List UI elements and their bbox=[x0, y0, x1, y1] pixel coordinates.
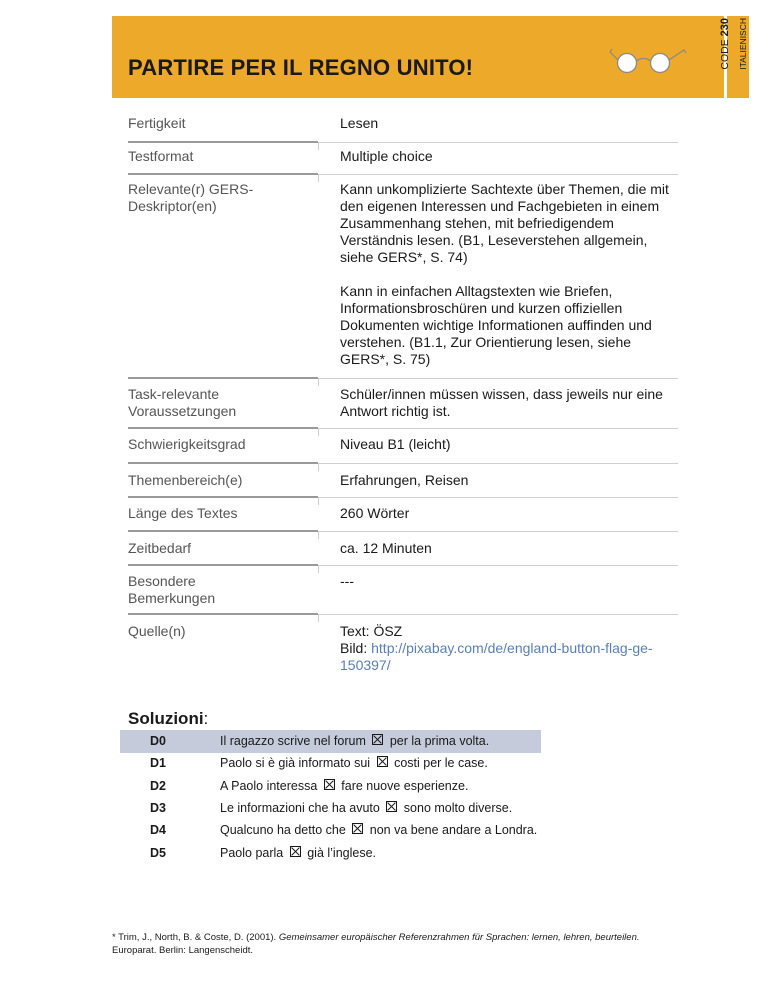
row-value: Schüler/innen müssen wissen, dass jeweils nur eine Antwort richtig ist. bbox=[340, 386, 663, 419]
row-value: Lesen bbox=[340, 115, 379, 131]
descriptor-2: Kann in einfachen Alltagstexten wie Briefen, Informationsbroschüren und kurzen offiziellen Dokumenten wichtige Informationen auffinden und verstehen. (B1.1, Zur Orientierung lesen, siehe GERS*, S. 75) bbox=[340, 283, 652, 367]
row-label: Länge des Textes bbox=[128, 505, 238, 521]
solution-text: Paolo parla già l’inglese. bbox=[220, 846, 377, 860]
row-label: Besondere Bemerkungen bbox=[128, 573, 216, 606]
source-text: Text: ÖSZ bbox=[340, 623, 403, 639]
row-value: Multiple choice bbox=[340, 148, 433, 164]
row-value: Niveau B1 (leicht) bbox=[340, 436, 451, 452]
solution-id: D3 bbox=[150, 801, 166, 815]
checked-box-icon bbox=[372, 734, 383, 745]
solution-text: Il ragazzo scrive nel forum per la prima volta. bbox=[220, 734, 490, 748]
checked-box-icon bbox=[324, 779, 335, 790]
row-value: 260 Wörter bbox=[340, 505, 410, 521]
row-label: Testformat bbox=[128, 148, 194, 164]
glasses-icon bbox=[606, 44, 690, 76]
row-value bbox=[340, 623, 680, 674]
row-separator bbox=[128, 142, 678, 143]
solution-id: D4 bbox=[150, 823, 166, 837]
code-label: CODE 230 bbox=[719, 18, 731, 70]
solution-text: Le informazioni che ha avuto sono molto diverse. bbox=[220, 801, 513, 815]
row-separator bbox=[128, 428, 678, 429]
row-label: Task-relevante Voraussetzungen bbox=[128, 386, 237, 419]
row-value bbox=[340, 181, 680, 368]
language-label: ITALIENISCH bbox=[738, 18, 748, 70]
row-value: ca. 12 Minuten bbox=[340, 540, 432, 556]
row-separator bbox=[128, 497, 678, 498]
solution-text: Qualcuno ha detto che non va bene andare a Londra. bbox=[220, 823, 538, 837]
solution-text: Paolo si è già informato sui costi per le case. bbox=[220, 756, 488, 770]
row-label: Schwierigkeitsgrad bbox=[128, 436, 246, 452]
solution-id: D1 bbox=[150, 756, 166, 770]
row-separator bbox=[128, 174, 678, 175]
row-value: --- bbox=[340, 573, 354, 589]
source-image: Bild: http://pixabay.com/de/england-button-flag-ge-150397/ bbox=[340, 640, 653, 673]
checked-box-icon bbox=[352, 823, 363, 834]
checked-box-icon bbox=[290, 846, 301, 857]
row-separator bbox=[128, 531, 678, 532]
solution-text: A Paolo interessa fare nuove esperienze. bbox=[220, 779, 469, 793]
row-separator bbox=[128, 463, 678, 464]
solution-id: D2 bbox=[150, 779, 166, 793]
row-label: Relevante(r) GERS-Deskriptor(en) bbox=[128, 181, 254, 214]
source-link[interactable]: http://pixabay.com/de/england-button-flag-ge-150397/ bbox=[340, 640, 653, 673]
descriptor-1: Kann unkomplizierte Sachtexte über Themen, die mit den eigenen Interessen und Fachgebieten in einem Zusammenhang stehen, mit befriedigendem Verständnis lesen. (B1, Leseverstehen allgemein, siehe GERS*, S. 74) bbox=[340, 181, 669, 265]
footnote: * Trim, J., North, B. & Coste, D. (2001). Gemeinsamer europäischer Referenzrahmen für Sprachen: lernen, lehren, beurteilen. Europarat. Berlin: Langenscheidt. bbox=[112, 932, 640, 956]
row-separator bbox=[128, 565, 678, 566]
row-separator bbox=[128, 378, 678, 379]
checked-box-icon bbox=[377, 756, 388, 767]
checked-box-icon bbox=[386, 801, 397, 812]
row-label: Fertigkeit bbox=[128, 115, 186, 131]
row-value: Erfahrungen, Reisen bbox=[340, 472, 469, 488]
solution-id: D5 bbox=[150, 846, 166, 860]
solution-id: D0 bbox=[150, 734, 166, 748]
row-label: Zeitbedarf bbox=[128, 540, 192, 556]
row-label: Quelle(n) bbox=[128, 623, 186, 639]
row-label: Themenbereich(e) bbox=[128, 472, 243, 488]
row-separator bbox=[128, 614, 678, 615]
page-title: PARTIRE PER IL REGNO UNITO! bbox=[128, 55, 474, 80]
solutions-title: Soluzioni: bbox=[128, 709, 209, 728]
